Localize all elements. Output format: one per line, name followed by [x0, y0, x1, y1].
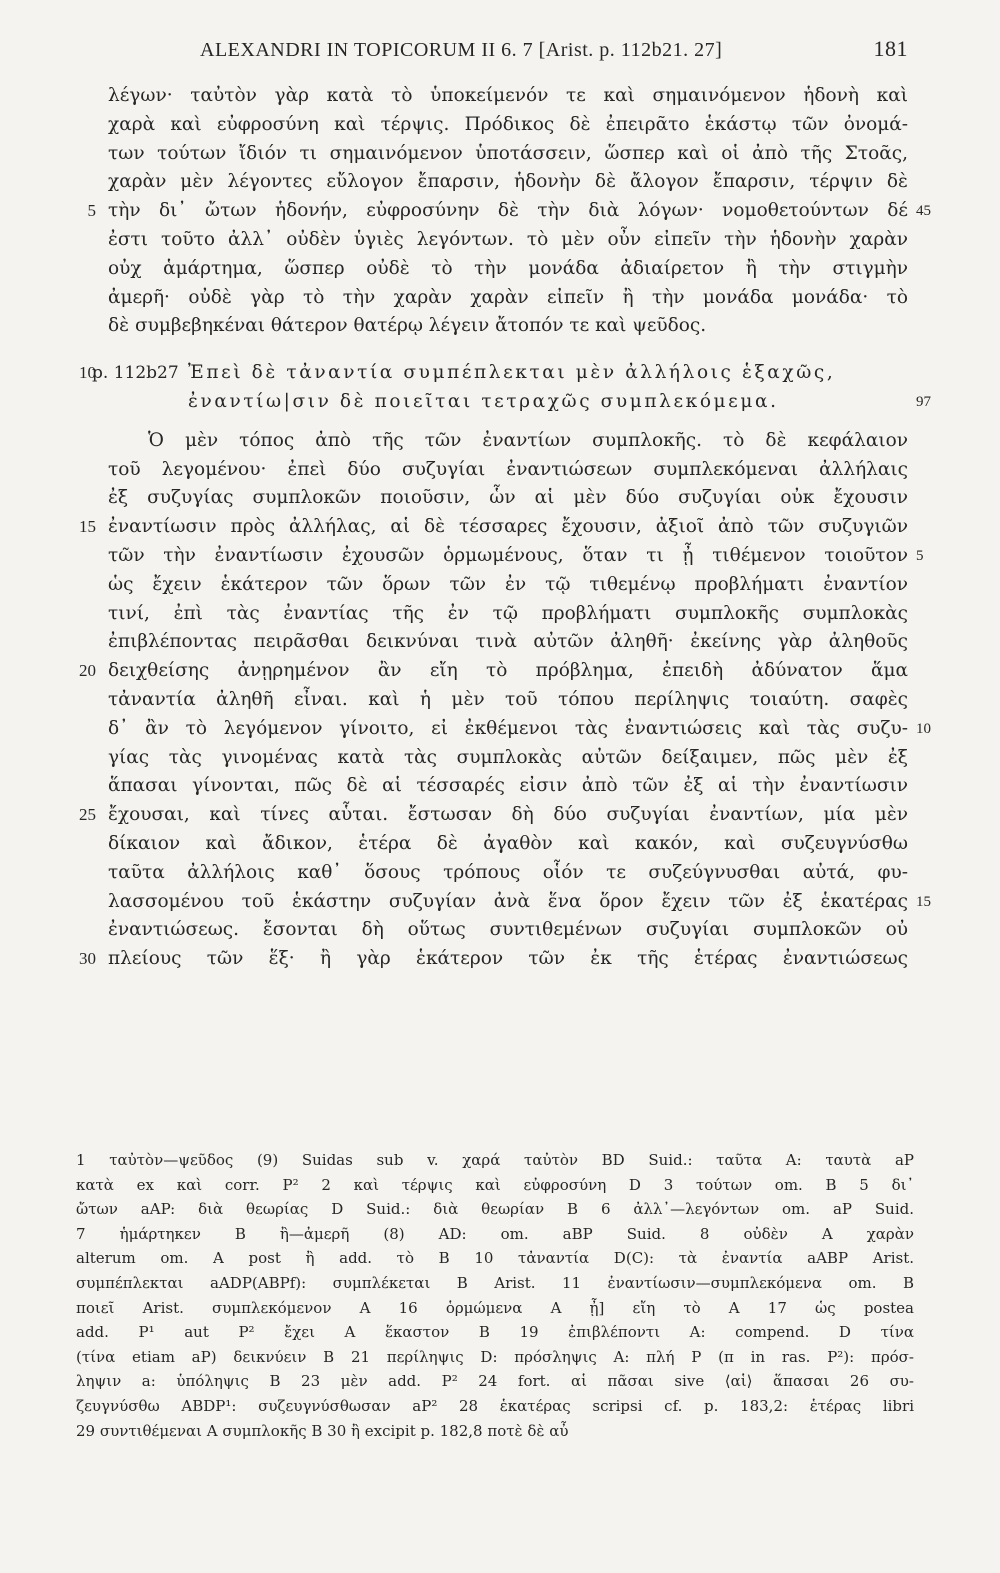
text-line [0, 801, 1000, 830]
footnote-text: συμπέπλεκται aADP(ABPf): συμπλέκεται B Arist. 11 ἐναντίωσιν—συμπλεκόμενα om. B [76, 1273, 914, 1292]
text-line [0, 945, 1000, 974]
lemma-line-1 [0, 359, 1000, 388]
text-line [0, 513, 1000, 542]
text-line [0, 916, 1000, 945]
text-line [0, 715, 1000, 744]
footnote-text: (τίνα etiam aP) δεικνύειν B 21 περίληψις D: πρόσληψις A: πλή P (π in ras. P²): πρόσ- [76, 1347, 914, 1366]
text-line [0, 226, 1000, 255]
text-line [0, 571, 1000, 600]
text-line [0, 772, 1000, 801]
footnote-line [0, 1173, 1000, 1198]
line-text: ταῦτα ἀλλήλοις καθ᾽ ὅσους τρόπους οἷόν τε συζεύγνυσθαι αὐτά, φυ- [108, 861, 908, 883]
line-text: τινί, ἐπὶ τὰς ἐναντίας τῆς ἐν τῷ προβλήματι συμπλοκῆς συμπλοκὰς [108, 602, 908, 624]
line-text: λασσομένου τοῦ ἑκάστην συζυγίαν ἀνὰ ἕνα ὅρον ἔχειν τῶν ἐξ ἑκατέρας [108, 890, 908, 912]
text-line [0, 82, 1000, 111]
footnote-text: ὤτων aAP: διὰ θεωρίας D Suid.: διὰ θεωρίαν B 6 ἀλλ᾽—λεγόντων om. aP Suid. [76, 1200, 914, 1219]
page-number: 181 [873, 36, 908, 61]
line-text: τἀναντία ἀληθῆ εἶναι. καὶ ἡ μὲν τοῦ τόπου περίληψις τοιαύτη. σαφὲς [108, 688, 908, 710]
footnote-text: 7 ἡμάρτηκεν B ἢ—ἀμερῆ (8) AD: om. aBP Suid. 8 οὐδὲν A χαρὰν [76, 1224, 914, 1243]
running-header [200, 36, 908, 62]
lemma-text-2: ἐναντίω|σιν δὲ ποιεῖται τετραχῶς συμπλεκόμεμα. [188, 390, 779, 412]
footnote-line [0, 1369, 1000, 1394]
text-line [0, 484, 1000, 513]
line-text: ἅπασαι γίνονται, πῶς δὲ αἱ τέσσαρές εἰσιν ἀπὸ τῶν ἐξ αἱ τὴν ἐναντίωσιν [108, 775, 908, 797]
text-line [0, 140, 1000, 169]
line-text: γίας τὰς γινομένας κατὰ τὰς συμπλοκὰς αὐτῶν δείξαιμεν, πῶς μὲν ἐξ [108, 746, 908, 768]
margin-number: 5 [916, 547, 924, 564]
footnote-text: 1 ταὐτὸν—ψεῦδος (9) Suidas sub v. χαρά ταὐτὸν BD Suid.: ταῦτα A: ταυτὰ aP [76, 1151, 914, 1169]
line-text: δ᾽ ἂν τὸ λεγόμενον γίνοιτο, εἰ ἐκθέμενοι τὰς ἐναντιώσεις καὶ τὰς συζυ- [108, 717, 908, 739]
line-text: λέγων· ταὐτὸν γὰρ κατὰ τὸ ὑποκείμενόν τε καὶ σημαινόμενον ἡδονὴ καὶ [108, 85, 908, 106]
lemma-text-1: Ἐπεὶ δὲ τἀναντία συμπέπλεκται μὲν ἀλλήλοις ἑξαχῶς, [188, 362, 836, 384]
line-number: 10 [79, 363, 96, 383]
line-text: ἐναντίωσιν πρὸς ἀλλήλας, αἱ δὲ τέσσαρες ἔχουσιν, ἀξιοῖ ἀπὸ τῶν συζυγιῶν [108, 516, 908, 538]
footnote-text: alterum om. A post ἢ add. τὸ B 10 τἀναντία D(C): τὰ ἐναντία aABP Arist. [76, 1249, 914, 1268]
text-line [0, 542, 1000, 571]
text-line [0, 168, 1000, 197]
main-text [0, 82, 1000, 974]
line-number: 20 [79, 661, 96, 681]
line-number: 5 [87, 201, 96, 221]
footnote-line [0, 1419, 1000, 1444]
footnote-line [0, 1345, 1000, 1370]
line-number: 15 [79, 517, 96, 537]
text-line [0, 888, 1000, 917]
line-text: Ὁ μὲν τόπος ἀπὸ τῆς τῶν ἐναντίων συμπλοκῆς. τὸ δὲ κεφάλαιον [148, 429, 908, 451]
footnote-line [0, 1197, 1000, 1222]
line-number: 30 [79, 949, 96, 969]
text-line [0, 628, 1000, 657]
line-text: ὡς ἔχειν ἑκάτερον τῶν ὅρων τῶν ἐν τῷ τιθεμένῳ προβλήματι ἐναντίον [108, 573, 908, 595]
margin-number: 10 [916, 720, 931, 737]
footnote-line [0, 1320, 1000, 1345]
margin-number: 45 [916, 203, 931, 220]
text-line [0, 111, 1000, 140]
footnote-text: add. P¹ aut P² ἔχει A ἕκαστον B 19 ἐπιβλέποντι A: compend. D τίνα [76, 1323, 914, 1342]
text-block-1 [0, 82, 1000, 341]
text-line [0, 657, 1000, 686]
text-line [0, 859, 1000, 888]
line-text: οὐχ ἁμάρτημα, ὥσπερ οὐδὲ τὸ τὴν μονάδα ἀδιαίρετον ἢ τὴν στιγμὴν [108, 257, 908, 279]
text-line [0, 312, 1000, 341]
line-text: πλείους τῶν ἕξ· ἢ γὰρ ἑκάτερον τῶν ἐκ τῆς ἑτέρας ἐναντιώσεως [108, 948, 908, 970]
footnote-text: κατὰ ex καὶ corr. P² 2 καὶ τέρψις καὶ εὐφροσύνη D 3 τούτων om. B 5 δι᾽ [76, 1175, 914, 1194]
footnote-line [0, 1271, 1000, 1296]
lemma-reference: p. 112b27 [92, 363, 179, 384]
line-text: ἀμερῆ· οὐδὲ γὰρ τὸ τὴν χαρὰν χαρὰν εἰπεῖν ἢ τὴν μονάδα μονάδα· τὸ [108, 286, 908, 308]
line-text: τῶν τὴν ἐναντίωσιν ἐχουσῶν ὁρμωμένους, ὅταν τι ᾖ τιθέμενον τοιοῦτον [108, 544, 908, 566]
footnote-text: ζευγνύσθω ABDP¹: συζευγνύσθωσαν aP² 28 ἑκατέρας scripsi cf. p. 183,2: ἑτέρας libri [76, 1396, 914, 1415]
line-text: ἐστι τοῦτο ἀλλ᾽ οὐδὲν ὑγιὲς λεγόντων. τὸ μὲν οὖν εἰπεῖν τὴν ἡδονὴν χαρὰν [108, 228, 908, 250]
text-line [0, 600, 1000, 629]
line-text: τοῦ λεγομένου· ἐπεὶ δύο συζυγίαι ἐναντιώσεων συμπλεκόμεναι ἀλλήλαις [108, 458, 908, 480]
line-text: τὴν δι᾽ ὤτων ἡδονήν, εὐφροσύνην δὲ τὴν διὰ λόγων· νομοθετούντων δέ [108, 200, 908, 222]
footnote-line [0, 1148, 1000, 1173]
text-line [0, 197, 1000, 226]
text-line [0, 284, 1000, 313]
footnote-line [0, 1296, 1000, 1321]
text-line [0, 456, 1000, 485]
text-line [0, 427, 1000, 456]
line-number: 25 [79, 805, 96, 825]
line-text: ἔχουσαι, καὶ τίνες αὗται. ἔστωσαν δὴ δύο συζυγίαι ἐναντίων, μία μὲν [108, 804, 908, 826]
line-text: ἐπιβλέποντας πειρᾶσθαι δεικνύναι τινὰ αὐτῶν ἀληθῆ· ἐκείνης γὰρ ἀληθοῦς [108, 631, 908, 653]
footnote-line [0, 1222, 1000, 1247]
text-line [0, 686, 1000, 715]
text-block-2 [0, 427, 1000, 974]
line-text: χαρὰ καὶ εὐφροσύνη καὶ τέρψις. Πρόδικος δὲ ἐπειρᾶτο ἑκάστῳ τῶν ὀνομά- [108, 113, 908, 135]
footnote-text: ληψιν a: ὑπόληψις B 23 μὲν add. P² 24 fort. αἱ πᾶσαι sive ⟨αἱ⟩ ἅπασαι 26 συ- [76, 1372, 914, 1391]
critical-apparatus [0, 1148, 1000, 1443]
line-text: των τούτων ἴδιόν τι σημαινόμενον ὑποτάσσειν, ὥσπερ καὶ οἱ ἀπὸ τῆς Στοᾶς, [108, 142, 908, 164]
footnote-line [0, 1394, 1000, 1419]
margin-number: 15 [916, 893, 931, 910]
margin-number: 97 [916, 393, 931, 410]
line-text: ἐξ συζυγίας συμπλοκῶν ποιοῦσιν, ὧν αἱ μὲν δύο συζυγίαι οὐκ ἔχουσιν [108, 487, 908, 509]
footnote-text: 29 συντιθέμεναι A συμπλοκῆς B 30 ἢ excipit p. 182,8 ποτὲ δὲ αὖ [76, 1421, 569, 1440]
line-text: χαρὰν μὲν λέγοντες εὔλογον ἔπαρσιν, ἡδονὴν δὲ ἄλογον ἔπαρσιν, τέρψιν δὲ [108, 171, 908, 193]
text-line [0, 255, 1000, 284]
text-line [0, 830, 1000, 859]
line-text: δὲ συμβεβηκέναι θάτερον θατέρῳ λέγειν ἄτοπόν τε καὶ ψεῦδος. [108, 315, 707, 337]
text-line [0, 744, 1000, 773]
lemma-line-2 [0, 388, 1000, 417]
line-text: ἐναντιώσεως. ἔσονται δὴ οὕτως συντιθεμένων συζυγίαι συμπλοκῶν οὐ [108, 919, 908, 941]
line-text: δειχθείσης ἀνῃρημένον ἂν εἴη τὸ πρόβλημα, ἐπειδὴ ἀδύνατον ἅμα [108, 660, 908, 682]
running-title: ALEXANDRI IN TOPICORUM II 6. 7 [Arist. p. 112b21. 27] [200, 39, 723, 61]
footnote-line [0, 1246, 1000, 1271]
footnote-text: ποιεῖ Arist. συμπλεκόμενον A 16 ὁρμώμενα A ᾖ] εἴη τὸ A 17 ὡς postea [76, 1298, 914, 1317]
line-text: δίκαιον καὶ ἄδικον, ἑτέρα δὲ ἀγαθὸν καὶ κακόν, καὶ συζευγνύσθω [108, 832, 908, 854]
